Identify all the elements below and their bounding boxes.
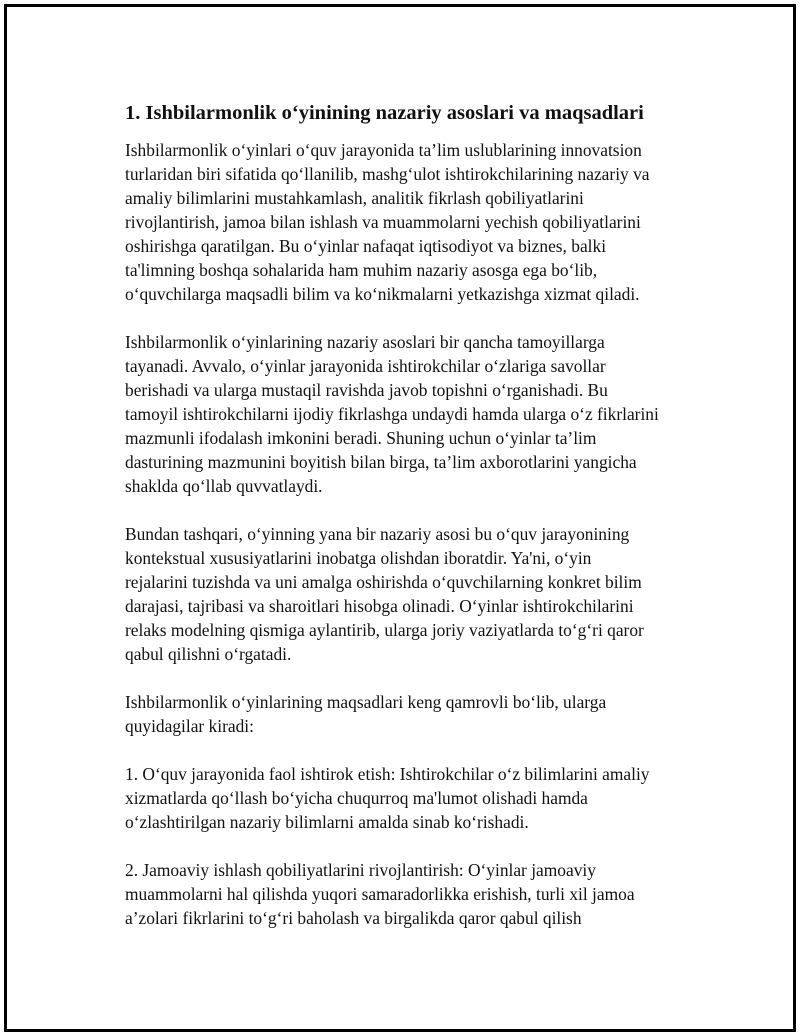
text-line: mazmunli ifodalash imkonini beradi. Shuning uchun o‘yinlar ta’lim	[125, 428, 597, 448]
text-line: tamoyil ishtirokchilarni ijodiy fikrlashga undaydi hamda ularga o‘z fikrlarini	[125, 404, 659, 424]
text-line: o‘quvchilarga maqsadli bilim va ko‘nikmalarni yetkazishga xizmat qiladi.	[125, 284, 640, 304]
text-line: Bundan tashqari, o‘yinning yana bir nazariy asosi bu o‘quv jarayonining	[125, 524, 630, 544]
text-line: oshirishga qaratilgan. Bu o‘yinlar nafaqat iqtisodiyot va biznes, balki	[125, 236, 607, 256]
document-body	[121, 99, 707, 954]
text-line: quyidagilar kiradi:	[125, 716, 254, 736]
text-line: xizmatlarda qo‘llash bo‘yicha chuqurroq ma'lumot olishadi hamda	[125, 788, 588, 808]
text-line: a’zolari fikrlarini to‘g‘ri baholash va birgalikda qaror qabul qilish	[125, 908, 582, 928]
paragraph-intro	[121, 138, 707, 306]
list-item-1	[121, 762, 707, 834]
text-line: 2. Jamoaviy ishlash qobiliyatlarini rivojlantirish: O‘yinlar jamoaviy	[125, 860, 596, 880]
text-line: tayanadi. Avvalo, o‘yinlar jarayonida ishtirokchilar o‘zlariga savollar	[125, 356, 606, 376]
text-line: qabul qilishni o‘rgatadi.	[125, 644, 292, 664]
text-line: kontekstual xususiyatlarini inobatga olishdan iboratdir. Ya'ni, o‘yin	[125, 548, 592, 568]
text-line: berishadi va ularga mustaqil ravishda javob topishni o‘rganishadi. Bu	[125, 380, 608, 400]
text-line: turlaridan biri sifatida qo‘llanilib, mashg‘ulot ishtirokchilarining nazariy va	[125, 164, 650, 184]
text-line: 1. O‘quv jarayonida faol ishtirok etish: Ishtirokchilar o‘z bilimlarini amaliy	[125, 764, 650, 784]
text-line: relaks modelning qismiga aylantirib, ularga joriy vaziyatlarda to‘g‘ri qaror	[125, 620, 644, 640]
text-line: Ishbilarmonlik o‘yinlari o‘quv jarayonida ta’lim uslublarining innovatsion	[125, 140, 642, 160]
text-line: rejalarini tuzishda va uni amalga oshirishda o‘quvchilarning konkret bilim	[125, 572, 642, 592]
text-line: Ishbilarmonlik o‘yinlarining nazariy asoslari bir qancha tamoyillarga	[125, 332, 605, 352]
text-line: ta'limning boshqa sohalarida ham muhim nazariy asosga ega bo‘lib,	[125, 260, 598, 280]
page-frame	[4, 4, 796, 1032]
list-item-2	[121, 858, 707, 930]
paragraph-context	[121, 522, 707, 666]
text-line: shaklda qo‘llab quvvatlaydi.	[125, 476, 323, 496]
text-line: rivojlantirish, jamoa bilan ishlash va muammolarni yechish qobiliyatlarini	[125, 212, 641, 232]
text-line: dasturining mazmunini boyitish bilan birga, ta’lim axborotlarini yangicha	[125, 452, 637, 472]
text-line: darajasi, tajribasi va sharoitlari hisobga olinadi. O‘yinlar ishtirokchilarini	[125, 596, 634, 616]
paragraph-principles	[121, 330, 707, 498]
text-line: amaliy bilimlarini mustahkamlash, analitik fikrlash qobiliyatlarini	[125, 188, 584, 208]
text-line: muammolarni hal qilishda yuqori samaradorlikka erishish, turli xil jamoa	[125, 884, 635, 904]
section-heading: 1. Ishbilarmonlik o‘yinining nazariy asoslari va maqsadlari	[125, 102, 644, 124]
paragraph-goals-intro	[121, 690, 707, 738]
text-line: Ishbilarmonlik o‘yinlarining maqsadlari keng qamrovli bo‘lib, ularga	[125, 692, 607, 712]
text-line: o‘zlashtirilgan nazariy bilimlarni amalda sinab ko‘rishadi.	[125, 812, 529, 832]
